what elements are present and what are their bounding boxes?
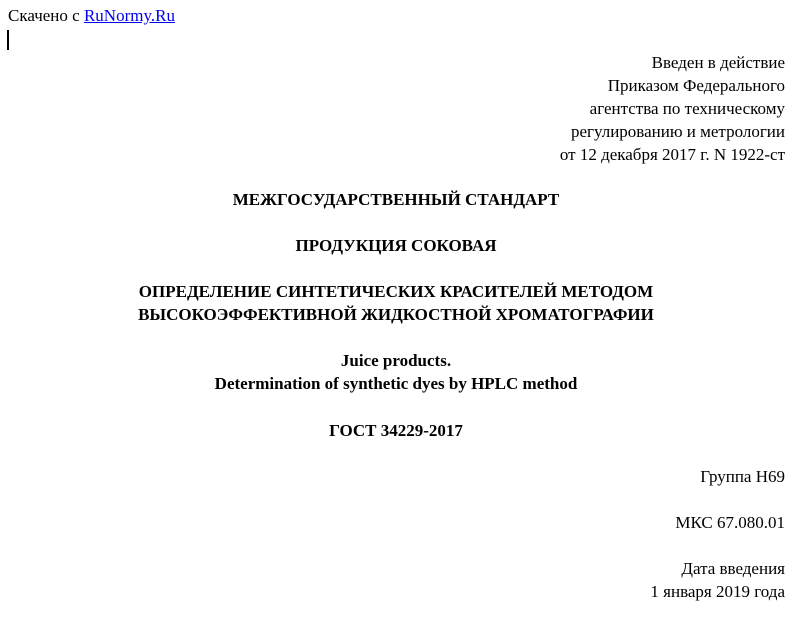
introduced-line: агентства по техническому [589,99,785,118]
product-heading [0,234,792,257]
designation-heading [0,419,792,442]
mks-code: МКС 67.080.01 [675,513,785,532]
english-title [0,349,792,395]
subject-line: ВЫСОКОЭФФЕКТИВНОЙ ЖИДКОСТНОЙ ХРОМАТОГРАФИИ [138,305,654,324]
text-cursor [7,30,9,50]
downloaded-from-text: Скачено с [8,6,80,25]
source-line [8,6,175,26]
effective-date-label: Дата введения [681,559,785,578]
english-line: Determination of synthetic dyes by HPLC method [214,374,578,393]
introduced-line: от 12 декабря 2017 г. N 1922-ст [559,145,785,164]
subject-heading [0,280,792,326]
english-line: Juice products. [340,351,452,370]
introduced-line: Введен в действие [651,53,785,72]
effective-date-block [650,557,785,603]
mks-block [675,511,785,534]
effective-date-value: 1 января 2019 года [650,582,785,601]
source-link[interactable]: RuNormy.Ru [83,6,175,25]
introduced-block [560,51,785,166]
standard-designation: ГОСТ 34229-2017 [329,421,463,440]
product-title: ПРОДУКЦИЯ СОКОВАЯ [295,236,497,255]
introduced-line: Приказом Федерального [607,76,785,95]
standard-type: МЕЖГОСУДАРСТВЕННЫЙ СТАНДАРТ [232,190,560,209]
group-block [700,465,785,488]
group-code: Группа Н69 [700,467,785,486]
standard-type-heading [0,188,792,211]
introduced-line: регулированию и метрологии [570,122,785,141]
subject-line: ОПРЕДЕЛЕНИЕ СИНТЕТИЧЕСКИХ КРАСИТЕЛЕЙ МЕТОДОМ [138,282,654,301]
